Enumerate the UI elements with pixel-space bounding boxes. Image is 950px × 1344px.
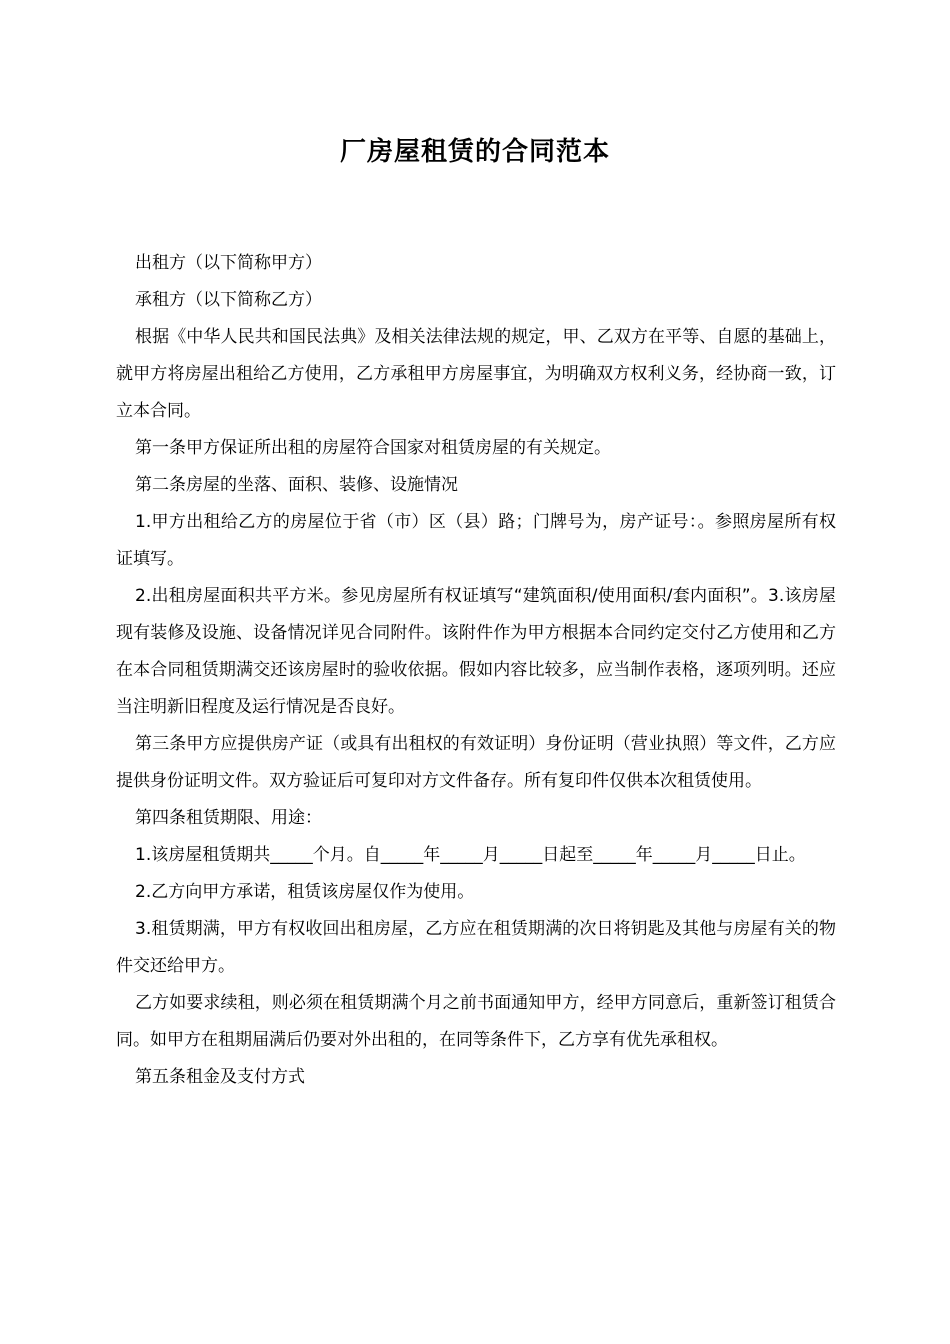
document-body [116, 245, 836, 1096]
paragraph-article-1: 第一条甲方保证所出租的房屋符合国家对租赁房屋的有关规定。 [135, 438, 611, 458]
paragraph-article-4-item-3: 3.租赁期满，甲方有权收回出租房屋，乙方应在租赁期满的次日将钥匙及其他与房屋有关的物件交还给甲方。 [116, 919, 836, 976]
paragraph-article-5: 第五条租金及支付方式 [135, 1067, 305, 1087]
paragraph-article-2-item-1: 1.甲方出租给乙方的房屋位于省（市）区（县）路；门牌号为，房产证号：。参照房屋所有权证填写。 [116, 512, 836, 569]
paragraph-article-4-item-2: 2.乙方向甲方承诺，租赁该房屋仅作为使用。 [135, 882, 475, 902]
paragraph-lessor: 出租方（以下简称甲方） [135, 253, 322, 273]
document-title: 厂房屋租赁的合同范本 [339, 137, 610, 167]
paragraph-article-4-item-1: 1.该房屋租赁期共_____个月。自_____年_____月_____日起至_____年_____月_____日止。 [135, 845, 806, 865]
paragraph-lessee: 承租方（以下简称乙方） [135, 290, 322, 310]
paragraph-preamble: 根据《中华人民共和国民法典》及相关法律法规的规定，甲、乙双方在平等、自愿的基础上，就甲方将房屋出租给乙方使用，乙方承租甲方房屋事宜，为明确双方权利义务，经协商一致，订立本合同。 [116, 327, 836, 421]
paragraph-renewal: 乙方如要求续租，则必须在租赁期满个月之前书面通知甲方，经甲方同意后，重新签订租赁合同。如甲方在租期届满后仍要对外出租的，在同等条件下，乙方享有优先承租权。 [116, 993, 836, 1050]
paragraph-article-4: 第四条租赁期限、用途： [135, 808, 322, 828]
paragraph-article-2: 第二条房屋的坐落、面积、装修、设施情况 [135, 475, 458, 495]
paragraph-article-3: 第三条甲方应提供房产证（或具有出租权的有效证明）身份证明（营业执照）等文件，乙方应提供身份证明文件。双方验证后可复印对方文件备存。所有复印件仅供本次租赁使用。 [116, 734, 836, 791]
paragraph-article-2-item-2: 2.出租房屋面积共平方米。参见房屋所有权证填写“建筑面积/使用面积/套内面积”。3.该房屋现有装修及设施、设备情况详见合同附件。该附件作为甲方根据本合同约定交付乙方使用和乙方在本合同租赁期满交还该房屋时的验收依据。假如内容比较多，应当制作表格，逐项列明。还应当注明新旧程度及运行情况是否良好。 [116, 586, 836, 717]
